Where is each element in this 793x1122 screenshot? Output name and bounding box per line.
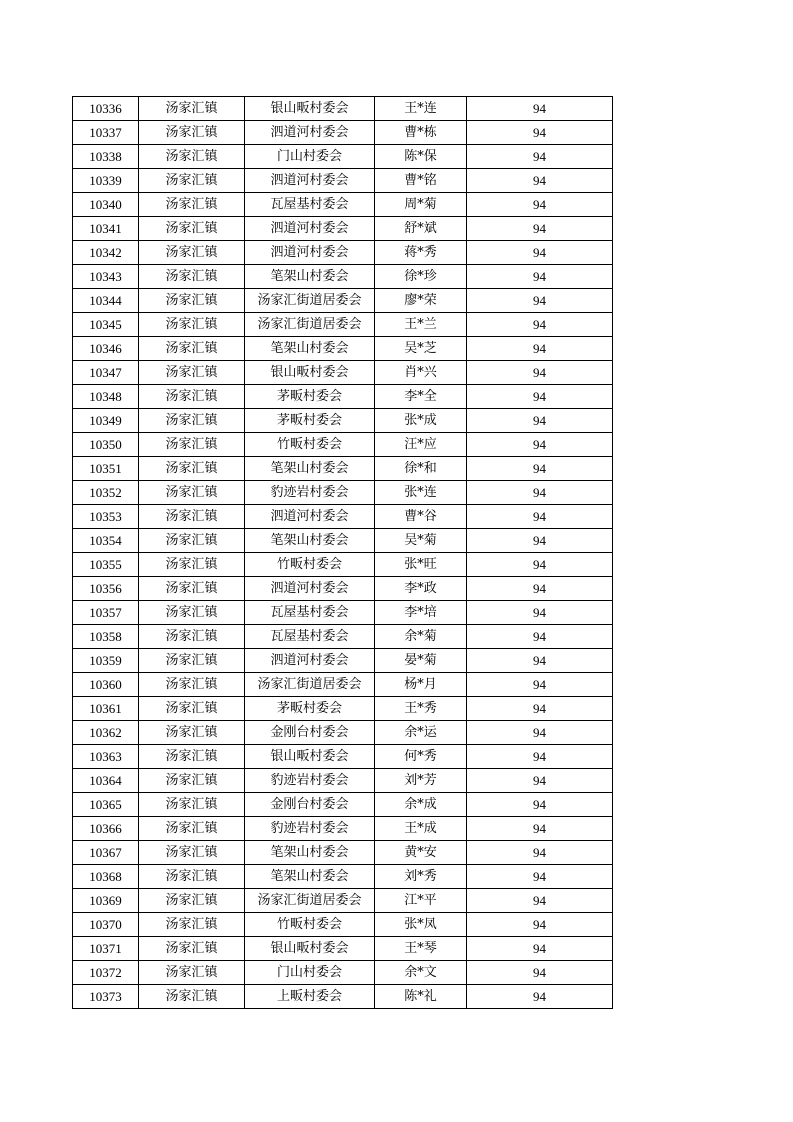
record-id-cell: 10338 (73, 145, 139, 169)
town-cell: 汤家汇镇 (139, 121, 245, 145)
score-cell: 94 (467, 289, 613, 313)
table-row (73, 673, 613, 697)
village-committee-cell: 茅畈村委会 (245, 697, 375, 721)
town-cell: 汤家汇镇 (139, 985, 245, 1009)
town-cell: 汤家汇镇 (139, 289, 245, 313)
village-committee-cell: 瓦屋基村委会 (245, 601, 375, 625)
person-name-cell: 曹*谷 (375, 505, 467, 529)
village-committee-cell: 笔架山村委会 (245, 865, 375, 889)
score-cell: 94 (467, 265, 613, 289)
person-name-cell: 余*运 (375, 721, 467, 745)
town-cell: 汤家汇镇 (139, 937, 245, 961)
village-committee-cell: 泗道河村委会 (245, 241, 375, 265)
table-row (73, 841, 613, 865)
score-cell: 94 (467, 913, 613, 937)
record-id-cell: 10363 (73, 745, 139, 769)
score-cell: 94 (467, 649, 613, 673)
town-cell: 汤家汇镇 (139, 97, 245, 121)
village-committee-cell: 金刚台村委会 (245, 793, 375, 817)
table-row (73, 961, 613, 985)
record-id-cell: 10359 (73, 649, 139, 673)
table-row (73, 193, 613, 217)
town-cell: 汤家汇镇 (139, 553, 245, 577)
person-name-cell: 吴*芝 (375, 337, 467, 361)
village-committee-cell: 竹畈村委会 (245, 433, 375, 457)
record-id-cell: 10343 (73, 265, 139, 289)
person-name-cell: 王*连 (375, 97, 467, 121)
town-cell: 汤家汇镇 (139, 337, 245, 361)
score-cell: 94 (467, 745, 613, 769)
score-cell: 94 (467, 193, 613, 217)
score-cell: 94 (467, 433, 613, 457)
person-name-cell: 刘*芳 (375, 769, 467, 793)
table-row (73, 409, 613, 433)
record-id-cell: 10352 (73, 481, 139, 505)
table-row (73, 913, 613, 937)
table-row (73, 937, 613, 961)
record-id-cell: 10361 (73, 697, 139, 721)
score-cell: 94 (467, 697, 613, 721)
score-cell: 94 (467, 457, 613, 481)
village-committee-cell: 笔架山村委会 (245, 841, 375, 865)
village-committee-cell: 笔架山村委会 (245, 337, 375, 361)
record-id-cell: 10344 (73, 289, 139, 313)
village-committee-cell: 豹迹岩村委会 (245, 769, 375, 793)
person-name-cell: 徐*珍 (375, 265, 467, 289)
score-cell: 94 (467, 145, 613, 169)
town-cell: 汤家汇镇 (139, 217, 245, 241)
score-cell: 94 (467, 601, 613, 625)
record-id-cell: 10350 (73, 433, 139, 457)
score-cell: 94 (467, 505, 613, 529)
person-name-cell: 蒋*秀 (375, 241, 467, 265)
town-cell: 汤家汇镇 (139, 313, 245, 337)
person-name-cell: 何*秀 (375, 745, 467, 769)
table-row (73, 145, 613, 169)
record-id-cell: 10354 (73, 529, 139, 553)
records-table-body (73, 97, 613, 1009)
record-id-cell: 10358 (73, 625, 139, 649)
table-row (73, 505, 613, 529)
record-id-cell: 10347 (73, 361, 139, 385)
record-id-cell: 10349 (73, 409, 139, 433)
town-cell: 汤家汇镇 (139, 361, 245, 385)
record-id-cell: 10346 (73, 337, 139, 361)
record-id-cell: 10340 (73, 193, 139, 217)
table-row (73, 649, 613, 673)
village-committee-cell: 门山村委会 (245, 961, 375, 985)
table-row (73, 697, 613, 721)
town-cell: 汤家汇镇 (139, 169, 245, 193)
person-name-cell: 周*菊 (375, 193, 467, 217)
village-committee-cell: 汤家汇街道居委会 (245, 289, 375, 313)
person-name-cell: 王*兰 (375, 313, 467, 337)
record-id-cell: 10336 (73, 97, 139, 121)
person-name-cell: 余*成 (375, 793, 467, 817)
score-cell: 94 (467, 721, 613, 745)
score-cell: 94 (467, 337, 613, 361)
table-row (73, 457, 613, 481)
score-cell: 94 (467, 217, 613, 241)
person-name-cell: 余*文 (375, 961, 467, 985)
village-committee-cell: 汤家汇街道居委会 (245, 673, 375, 697)
town-cell: 汤家汇镇 (139, 769, 245, 793)
table-row (73, 361, 613, 385)
village-committee-cell: 茅畈村委会 (245, 385, 375, 409)
town-cell: 汤家汇镇 (139, 481, 245, 505)
table-row (73, 97, 613, 121)
record-id-cell: 10345 (73, 313, 139, 337)
record-id-cell: 10372 (73, 961, 139, 985)
person-name-cell: 李*政 (375, 577, 467, 601)
person-name-cell: 杨*月 (375, 673, 467, 697)
score-cell: 94 (467, 769, 613, 793)
table-row (73, 481, 613, 505)
person-name-cell: 舒*斌 (375, 217, 467, 241)
score-cell: 94 (467, 961, 613, 985)
town-cell: 汤家汇镇 (139, 649, 245, 673)
person-name-cell: 王*成 (375, 817, 467, 841)
village-committee-cell: 豹迹岩村委会 (245, 481, 375, 505)
town-cell: 汤家汇镇 (139, 145, 245, 169)
village-committee-cell: 汤家汇街道居委会 (245, 313, 375, 337)
town-cell: 汤家汇镇 (139, 601, 245, 625)
score-cell: 94 (467, 577, 613, 601)
record-id-cell: 10355 (73, 553, 139, 577)
person-name-cell: 汪*应 (375, 433, 467, 457)
score-cell: 94 (467, 625, 613, 649)
village-committee-cell: 笔架山村委会 (245, 457, 375, 481)
table-row (73, 889, 613, 913)
table-row (73, 121, 613, 145)
table-row (73, 433, 613, 457)
person-name-cell: 陈*保 (375, 145, 467, 169)
village-committee-cell: 银山畈村委会 (245, 97, 375, 121)
town-cell: 汤家汇镇 (139, 529, 245, 553)
village-committee-cell: 泗道河村委会 (245, 577, 375, 601)
town-cell: 汤家汇镇 (139, 577, 245, 601)
score-cell: 94 (467, 169, 613, 193)
table-row (73, 985, 613, 1009)
town-cell: 汤家汇镇 (139, 433, 245, 457)
score-cell: 94 (467, 937, 613, 961)
town-cell: 汤家汇镇 (139, 865, 245, 889)
village-committee-cell: 瓦屋基村委会 (245, 193, 375, 217)
table-row (73, 289, 613, 313)
person-name-cell: 吴*菊 (375, 529, 467, 553)
person-name-cell: 陈*礼 (375, 985, 467, 1009)
table-row (73, 265, 613, 289)
village-committee-cell: 金刚台村委会 (245, 721, 375, 745)
score-cell: 94 (467, 889, 613, 913)
score-cell: 94 (467, 97, 613, 121)
village-committee-cell: 泗道河村委会 (245, 649, 375, 673)
score-cell: 94 (467, 361, 613, 385)
village-committee-cell: 豹迹岩村委会 (245, 817, 375, 841)
records-table (72, 96, 613, 1009)
town-cell: 汤家汇镇 (139, 793, 245, 817)
person-name-cell: 黄*安 (375, 841, 467, 865)
table-row (73, 601, 613, 625)
person-name-cell: 张*连 (375, 481, 467, 505)
table-row (73, 769, 613, 793)
village-committee-cell: 茅畈村委会 (245, 409, 375, 433)
table-row (73, 577, 613, 601)
record-id-cell: 10342 (73, 241, 139, 265)
record-id-cell: 10348 (73, 385, 139, 409)
person-name-cell: 曹*铭 (375, 169, 467, 193)
record-id-cell: 10366 (73, 817, 139, 841)
person-name-cell: 王*琴 (375, 937, 467, 961)
table-row (73, 529, 613, 553)
score-cell: 94 (467, 841, 613, 865)
person-name-cell: 刘*秀 (375, 865, 467, 889)
score-cell: 94 (467, 481, 613, 505)
record-id-cell: 10373 (73, 985, 139, 1009)
town-cell: 汤家汇镇 (139, 817, 245, 841)
village-committee-cell: 银山畈村委会 (245, 745, 375, 769)
person-name-cell: 李*培 (375, 601, 467, 625)
town-cell: 汤家汇镇 (139, 505, 245, 529)
town-cell: 汤家汇镇 (139, 841, 245, 865)
score-cell: 94 (467, 793, 613, 817)
record-id-cell: 10370 (73, 913, 139, 937)
town-cell: 汤家汇镇 (139, 697, 245, 721)
town-cell: 汤家汇镇 (139, 721, 245, 745)
person-name-cell: 张*凤 (375, 913, 467, 937)
score-cell: 94 (467, 241, 613, 265)
village-committee-cell: 上畈村委会 (245, 985, 375, 1009)
town-cell: 汤家汇镇 (139, 961, 245, 985)
person-name-cell: 余*菊 (375, 625, 467, 649)
village-committee-cell: 泗道河村委会 (245, 169, 375, 193)
record-id-cell: 10367 (73, 841, 139, 865)
village-committee-cell: 汤家汇街道居委会 (245, 889, 375, 913)
record-id-cell: 10365 (73, 793, 139, 817)
town-cell: 汤家汇镇 (139, 745, 245, 769)
table-row (73, 385, 613, 409)
person-name-cell: 李*全 (375, 385, 467, 409)
record-id-cell: 10357 (73, 601, 139, 625)
score-cell: 94 (467, 553, 613, 577)
record-id-cell: 10353 (73, 505, 139, 529)
record-id-cell: 10341 (73, 217, 139, 241)
score-cell: 94 (467, 385, 613, 409)
person-name-cell: 王*秀 (375, 697, 467, 721)
table-row (73, 745, 613, 769)
village-committee-cell: 门山村委会 (245, 145, 375, 169)
table-row (73, 817, 613, 841)
town-cell: 汤家汇镇 (139, 457, 245, 481)
score-cell: 94 (467, 121, 613, 145)
table-row (73, 721, 613, 745)
village-committee-cell: 泗道河村委会 (245, 121, 375, 145)
score-cell: 94 (467, 313, 613, 337)
table-row (73, 793, 613, 817)
score-cell: 94 (467, 529, 613, 553)
table-row (73, 337, 613, 361)
record-id-cell: 10362 (73, 721, 139, 745)
table-row (73, 217, 613, 241)
table-row (73, 625, 613, 649)
record-id-cell: 10364 (73, 769, 139, 793)
person-name-cell: 曹*栋 (375, 121, 467, 145)
table-row (73, 553, 613, 577)
record-id-cell: 10351 (73, 457, 139, 481)
record-id-cell: 10368 (73, 865, 139, 889)
table-row (73, 313, 613, 337)
town-cell: 汤家汇镇 (139, 913, 245, 937)
table-row (73, 169, 613, 193)
record-id-cell: 10369 (73, 889, 139, 913)
record-id-cell: 10356 (73, 577, 139, 601)
person-name-cell: 肖*兴 (375, 361, 467, 385)
score-cell: 94 (467, 817, 613, 841)
town-cell: 汤家汇镇 (139, 241, 245, 265)
village-committee-cell: 银山畈村委会 (245, 361, 375, 385)
record-id-cell: 10339 (73, 169, 139, 193)
town-cell: 汤家汇镇 (139, 385, 245, 409)
village-committee-cell: 瓦屋基村委会 (245, 625, 375, 649)
village-committee-cell: 竹畈村委会 (245, 553, 375, 577)
person-name-cell: 徐*和 (375, 457, 467, 481)
score-cell: 94 (467, 865, 613, 889)
town-cell: 汤家汇镇 (139, 265, 245, 289)
person-name-cell: 江*平 (375, 889, 467, 913)
record-id-cell: 10360 (73, 673, 139, 697)
town-cell: 汤家汇镇 (139, 673, 245, 697)
person-name-cell: 张*成 (375, 409, 467, 433)
town-cell: 汤家汇镇 (139, 409, 245, 433)
person-name-cell: 晏*菊 (375, 649, 467, 673)
table-row (73, 241, 613, 265)
record-id-cell: 10337 (73, 121, 139, 145)
record-id-cell: 10371 (73, 937, 139, 961)
town-cell: 汤家汇镇 (139, 889, 245, 913)
village-committee-cell: 泗道河村委会 (245, 505, 375, 529)
town-cell: 汤家汇镇 (139, 193, 245, 217)
village-committee-cell: 泗道河村委会 (245, 217, 375, 241)
person-name-cell: 张*旺 (375, 553, 467, 577)
table-row (73, 865, 613, 889)
village-committee-cell: 笔架山村委会 (245, 265, 375, 289)
score-cell: 94 (467, 985, 613, 1009)
village-committee-cell: 银山畈村委会 (245, 937, 375, 961)
village-committee-cell: 竹畈村委会 (245, 913, 375, 937)
person-name-cell: 廖*荣 (375, 289, 467, 313)
town-cell: 汤家汇镇 (139, 625, 245, 649)
score-cell: 94 (467, 409, 613, 433)
score-cell: 94 (467, 673, 613, 697)
village-committee-cell: 笔架山村委会 (245, 529, 375, 553)
